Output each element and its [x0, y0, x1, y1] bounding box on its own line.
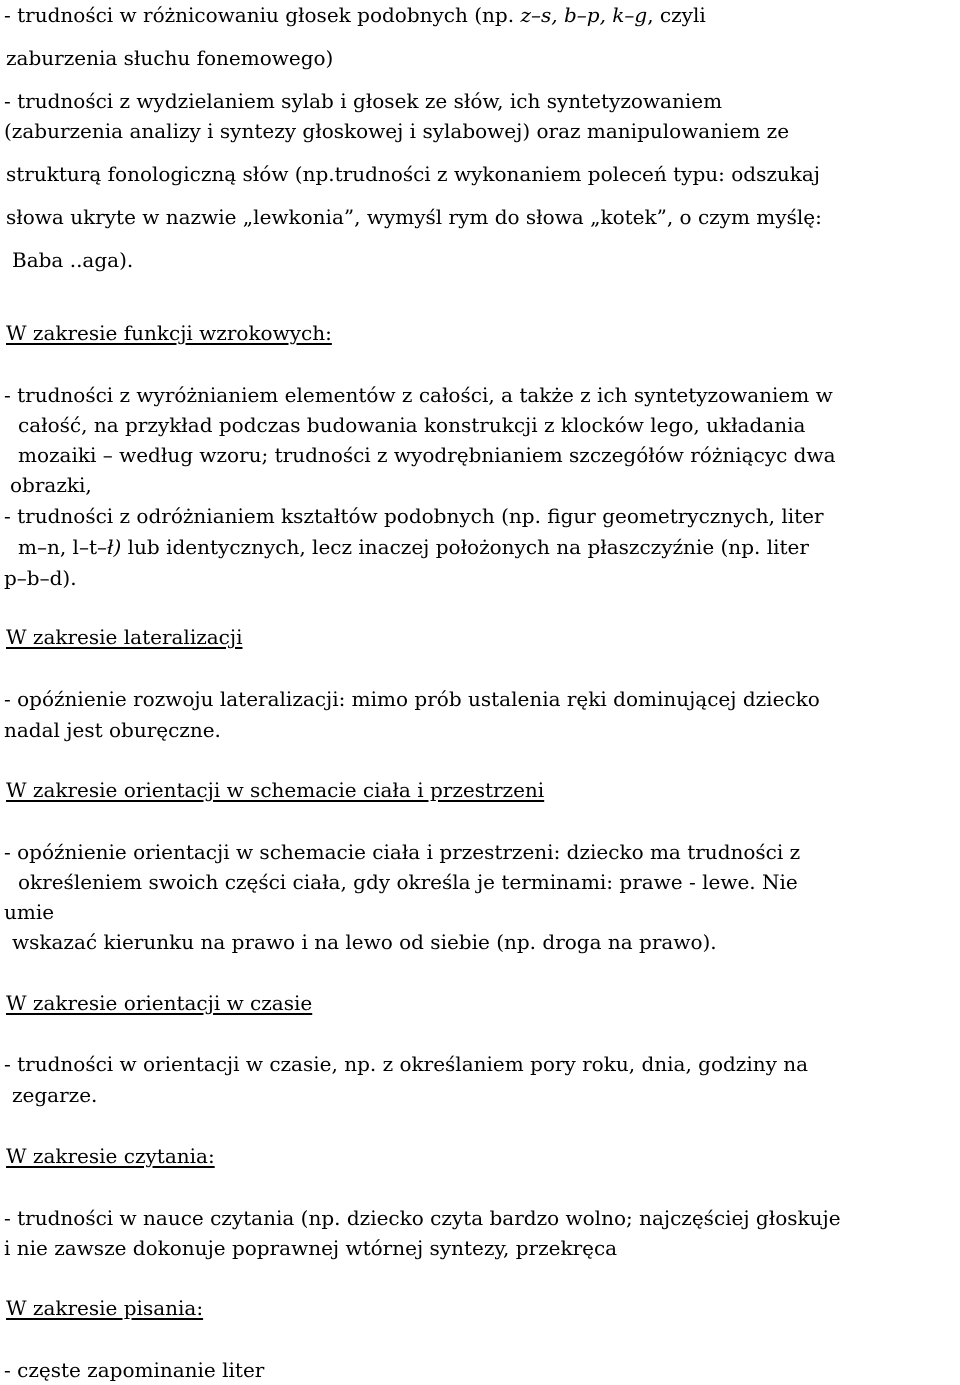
body-space-line-4: wskazać kierunku na prawo i na lewo od siebie (np. droga na prawo).	[12, 930, 717, 954]
visual-line-6-pairs: m–n, l–t–	[18, 535, 107, 559]
writing-line-1: - częste zapominanie liter	[4, 1358, 265, 1382]
visual-line-6-italic: ł)	[107, 535, 122, 559]
body-space-line-3: umie	[4, 900, 55, 924]
reading-line-2: i nie zawsze dokonuje poprawnej wtórnej syntezy, przekręca	[4, 1236, 618, 1260]
laterality-line-1: - opóźnienie rozwoju lateralizacji: mimo prób ustalenia ręki dominującej dziecko	[4, 687, 820, 711]
intro-line-6: słowa ukryte w nazwie „lewkonia”, wymyśl rym do słowa „kotek”, o czym myślę:	[6, 205, 822, 229]
visual-line-6-rest: lub identycznych, lecz inaczej położonych na płaszczyźnie (np. liter	[121, 535, 809, 559]
visual-line-5: - trudności z odróżnianiem kształtów podobnych (np. figur geometrycznych, liter	[4, 504, 824, 528]
body-space-line-2: określeniem swoich części ciała, gdy określa je terminami: prawe - lewe. Nie	[18, 870, 798, 894]
heading-body-space: W zakresie orientacji w schemacie ciała i przestrzeni	[6, 778, 545, 802]
intro-line-1-text: - trudności w różnicowaniu głosek podobnych (np.	[4, 3, 521, 27]
laterality-line-2: nadal jest oburęczne.	[4, 718, 221, 742]
visual-line-6	[18, 532, 809, 562]
phoneme-pairs: z–s, b–p, k–g	[520, 3, 648, 27]
time-line-1: - trudności w orientacji w czasie, np. z określaniem pory roku, dnia, godziny na	[4, 1052, 809, 1076]
intro-line-3: - trudności z wydzielaniem sylab i głosek ze słów, ich syntetyzowaniem	[4, 89, 723, 113]
time-line-2: zegarze.	[12, 1083, 98, 1107]
visual-line-1: - trudności z wyróżnianiem elementów z całości, a także z ich syntetyzowaniem w	[4, 383, 833, 407]
intro-line-4: (zaburzenia analizy i syntezy głoskowej i sylabowej) oraz manipulowaniem ze	[4, 119, 790, 143]
heading-time: W zakresie orientacji w czasie	[6, 991, 313, 1015]
intro-line-2: zaburzenia słuchu fonemowego)	[6, 46, 334, 70]
visual-line-2: całość, na przykład podczas budowania konstrukcji z klocków lego, układania	[18, 413, 806, 437]
intro-line-7: Baba ..aga).	[12, 248, 134, 272]
intro-line-1-end: , czyli	[647, 3, 706, 27]
heading-reading: W zakresie czytania:	[6, 1144, 215, 1168]
heading-visual-functions: W zakresie funkcji wzrokowych:	[6, 321, 332, 345]
visual-line-7: p–b–d).	[4, 566, 77, 590]
visual-line-3: mozaiki – według wzoru; trudności z wyodrębnianiem szczegółów różniącyc dwa	[18, 443, 836, 467]
intro-line-5: strukturą fonologiczną słów (np.trudności z wykonaniem poleceń typu: odszukaj	[6, 162, 821, 186]
heading-writing: W zakresie pisania:	[6, 1296, 204, 1320]
intro-line-1	[4, 0, 706, 30]
visual-line-4: obrazki,	[10, 473, 92, 497]
reading-line-1: - trudności w nauce czytania (np. dziecko czyta bardzo wolno; najczęściej głoskuje	[4, 1206, 841, 1230]
body-space-line-1: - opóźnienie orientacji w schemacie ciała i przestrzeni: dziecko ma trudności z	[4, 840, 801, 864]
heading-laterality: W zakresie lateralizacji	[6, 625, 243, 649]
